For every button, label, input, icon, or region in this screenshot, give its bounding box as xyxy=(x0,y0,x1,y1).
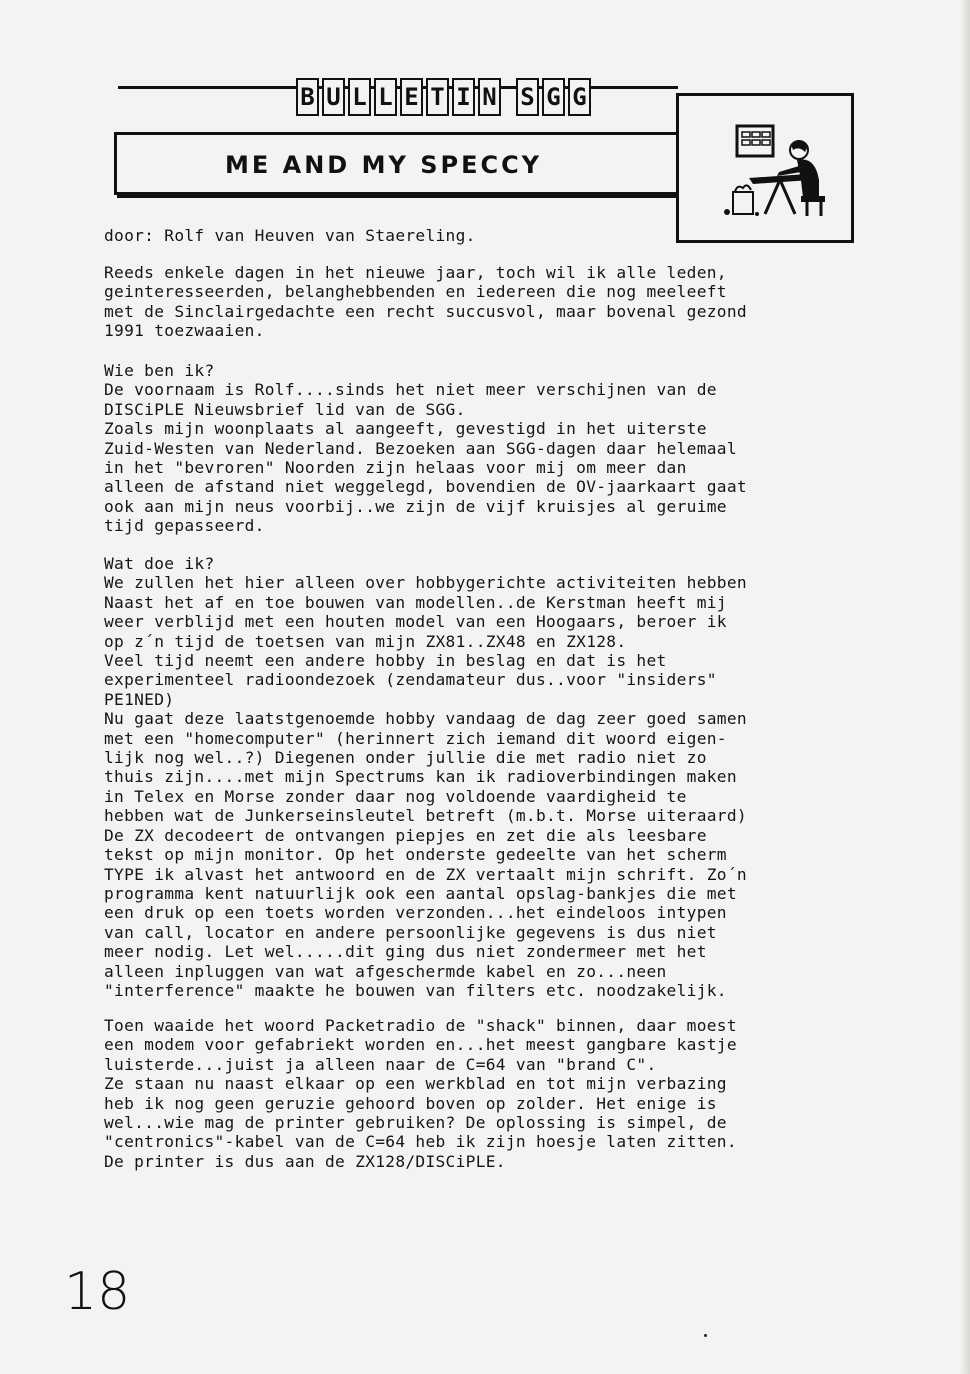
bulletin-letter: L xyxy=(348,78,371,116)
paragraph-wie-ben-ik: Wie ben ik? De voornaam is Rolf....sinds het niet meer verschijnen van de DISCiPLE Nieuwsbrief lid van de SGG. Zoals mijn woonplaats al aangeeft, gevestigd in het uiterste Zuid-Westen van Nederland. Bezoeken aan SGG-dagen daar helemaal in het "bevroren" Noorden zijn helaas voor mij om meer dan alleen de afstand niet weggelegd, bovendien de OV-jaarkaart gaat ook aan mijn neus voorbij..we zijn de vijf kruisjes al geruime tijd gepasseerd. xyxy=(104,361,747,536)
person-at-desk-illustration-icon xyxy=(679,96,851,240)
bulletin-letter: T xyxy=(426,78,449,116)
sgg-letter: G xyxy=(568,78,591,116)
sgg-letter: S xyxy=(516,78,539,116)
bulletin-word xyxy=(296,78,504,116)
sgg-word xyxy=(516,78,594,116)
bulletin-letter: N xyxy=(478,78,501,116)
article-byline: door: Rolf van Heuven van Staereling. xyxy=(104,226,476,245)
paragraph-intro: Reeds enkele dagen in het nieuwe jaar, toch wil ik alle leden, geinteresseerden, belanghebbenden en iedereen die nog meeleeft met de Sinclairgedachte een recht succusvol, maar bovenal gezond 1991 toezwaaien. xyxy=(104,263,747,341)
section-logo-box xyxy=(676,93,854,243)
bulletin-letter: I xyxy=(452,78,475,116)
sgg-letter: G xyxy=(542,78,565,116)
paragraph-wat-doe-ik: Wat doe ik? We zullen het hier alleen over hobbygerichte activiteiten hebben Naast het af en toe bouwen van modellen..de Kerstman heeft mij weer verblijd met een houten model van een Hoogaars, beroer ik op z´n tijd de toetsen van mijn ZX81..ZX48 en ZX128. Veel tijd neemt een andere hobby in beslag en dat is het experimenteel radioondezoek (zendamateur dus..voor "insiders" PE1NED) Nu gaat deze laatstgenoemde hobby vandaag de dag zeer goed samen met een "homecomputer" (herinnert zich iemand dit woord eigen- lijk nog wel..?) Diegenen onder jullie die met radio niet zo thuis zijn....met mijn Spectrums kan ik radioverbindingen maken in Telex en Morse zonder daar nog voldoende vaardigheid te hebben wat de Junkerseinsleutel betreft (m.b.t. Morse uiteraard) De ZX decodeert de ontvangen piepjes en zet die als leesbare tekst op mijn monitor. Op het onderste gedeelte van het scherm TYPE ik alvast het antwoord en de ZX vertaalt mijn schrift. Zo´n programma kent natuurlijk ook een aantal opslag-bankjes die met een druk op een toets worden verzonden...het eindeloos intypen van call, locator en andere persoonlijke gegevens is dus niet meer nodig. Let wel.....dit ging dus niet zondermeer met het alleen inpluggen van wat afgeschermde kabel en zo...neen "interference" maakte he bouwen van filters etc. noodzakelijk. xyxy=(104,554,747,1000)
bulletin-letter: E xyxy=(400,78,423,116)
paragraph-packetradio: Toen waaide het woord Packetradio de "shack" binnen, daar moest een modem voor gefabriekt worden en...het meest gangbare kastje luisterde...juist ja alleen naar de C=64 van "brand C". Ze staan nu naast elkaar op een werkblad en tot mijn verbazing heb ik nog geen geruzie gehoord boven op zolder. Het enige is wel...wie mag de printer gebruiken? De oplossing is simpel, de "centronics"-kabel van de C=64 heb ik zijn hoesje laten zitten. De printer is dus aan de ZX128/DISCiPLE. xyxy=(104,1016,737,1171)
article-title: ME AND MY SPECCY xyxy=(225,151,543,179)
bulletin-letter: L xyxy=(374,78,397,116)
bulletin-letter: B xyxy=(296,78,319,116)
print-speck xyxy=(704,1334,707,1337)
article-title-box xyxy=(114,132,712,195)
page-edge-shadow xyxy=(960,0,970,1374)
bulletin-letter: U xyxy=(322,78,345,116)
page-number: 18 xyxy=(64,1262,131,1322)
bulletin-sgg-banner xyxy=(296,78,594,116)
